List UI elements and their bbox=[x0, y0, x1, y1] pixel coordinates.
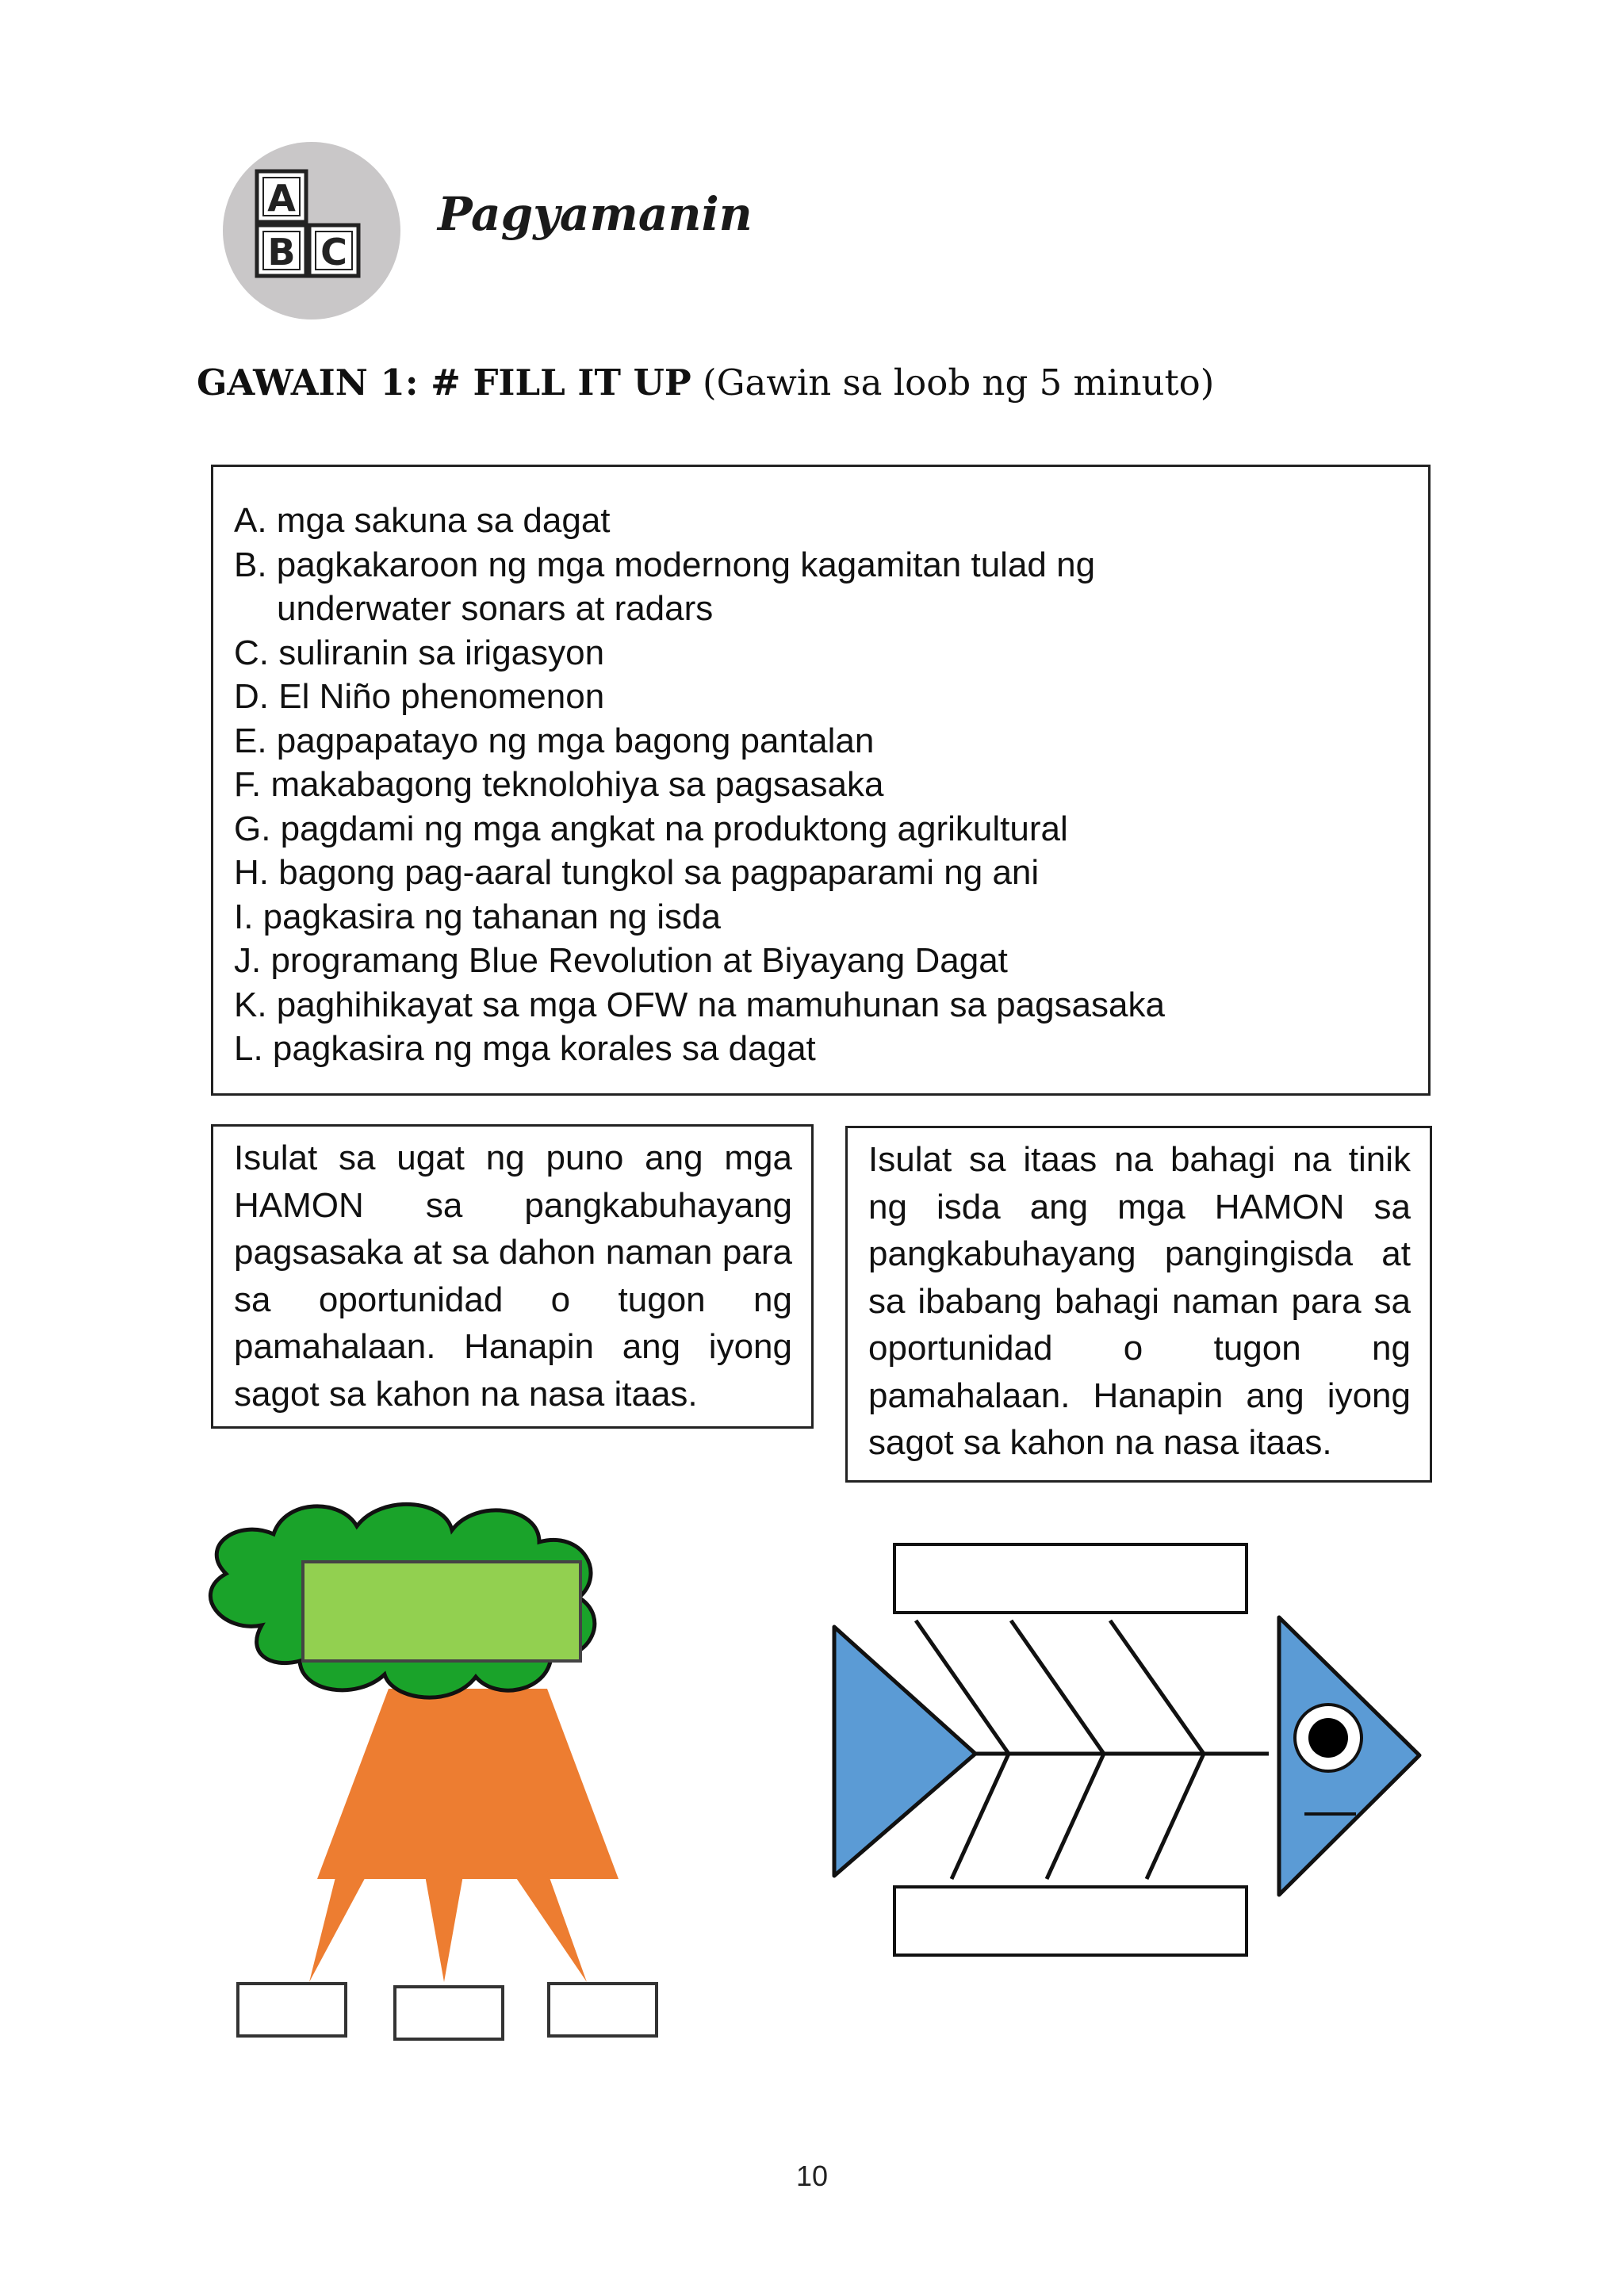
choice-f: F. makabagong teknolohiya sa pagsasaka bbox=[234, 765, 884, 804]
fish-bones-lower bbox=[952, 1754, 1204, 1879]
choice-l: L. pagkasira ng mga korales sa dagat bbox=[234, 1029, 816, 1068]
section-title: Pagyamanin bbox=[438, 187, 753, 241]
choice-d: D. El Niño phenomenon bbox=[234, 677, 605, 716]
choice-e: E. pagpapatayo ng mga bagong pantalan bbox=[234, 721, 875, 760]
badge-letter-c: C bbox=[320, 231, 347, 274]
fish-lower-answer-box[interactable] bbox=[894, 1887, 1247, 1955]
choice-b: B. pagkakaroon ng mga modernong kagamitan tulad ng bbox=[234, 545, 1096, 584]
fish-instructions: Isulat sa itaas na bahagi na tinik ng isda ang mga HAMON sa pangkabuhayang pangingisda at sa ibabang bahagi naman para sa oportunidad o tugon ng pamahalaan. Hanapin ang iyong sagot sa kahon na nasa itaas. bbox=[845, 1126, 1432, 1483]
activity-title bbox=[197, 362, 1214, 404]
choice-a: A. mga sakuna sa dagat bbox=[234, 501, 611, 540]
choice-j: J. programang Blue Revolution at Biyayang Dagat bbox=[234, 941, 1008, 980]
fishbone-diagram bbox=[825, 1530, 1435, 1966]
choice-k: K. paghihikayat sa mga OFW na mamuhunan sa pagsasaka bbox=[234, 985, 1165, 1024]
activity-label: GAWAIN 1: # FILL IT UP bbox=[197, 362, 691, 404]
tree-leaf-answer-box[interactable] bbox=[303, 1562, 580, 1661]
abc-blocks-icon bbox=[222, 141, 401, 320]
fish-upper-answer-box[interactable] bbox=[894, 1544, 1247, 1613]
tree-root-answer-box-2[interactable] bbox=[395, 1987, 503, 2039]
activity-time-note: (Gawin sa loob ng 5 minuto) bbox=[703, 362, 1215, 404]
fish-bones-upper bbox=[916, 1621, 1204, 1754]
choice-h: H. bagong pag-aaral tungkol sa pagpaparami ng ani bbox=[234, 853, 1040, 892]
choice-i: I. pagkasira ng tahanan ng isda bbox=[234, 897, 722, 936]
tree-instructions: Isulat sa ugat ng puno ang mga HAMON sa pangkabuhayang pagsasaka at sa dahon naman para sa oportunidad o tugon ng pamahalaan. Hanapin ang iyong sagot sa kahon na nasa itaas. bbox=[211, 1124, 814, 1429]
fish-tail bbox=[834, 1627, 975, 1876]
page-number: 10 bbox=[795, 2160, 829, 2192]
choice-g: G. pagdami ng mga angkat na produktong agrikultural bbox=[234, 809, 1068, 848]
tree-diagram bbox=[190, 1498, 730, 2045]
choices-list bbox=[234, 499, 1428, 1071]
badge-letter-b: B bbox=[267, 231, 296, 274]
choice-c: C. suliranin sa irigasyon bbox=[234, 633, 605, 672]
choices-box bbox=[211, 465, 1431, 1096]
badge-letter-a: A bbox=[267, 177, 296, 220]
tree-trunk bbox=[309, 1689, 619, 1982]
tree-root-answer-box-1[interactable] bbox=[238, 1984, 346, 2036]
choice-b-continuation: underwater sonars at radars bbox=[277, 589, 714, 628]
tree-root-answer-box-3[interactable] bbox=[549, 1984, 657, 2036]
